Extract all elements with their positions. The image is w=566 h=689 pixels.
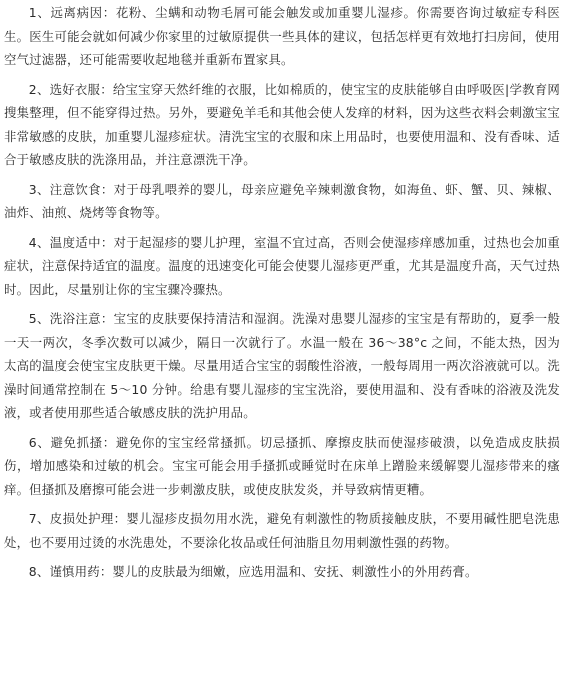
paragraph-lesion-care: 7、皮损处护理：婴儿湿疹皮损勿用水洗，避免有刺激性的物质接触皮肤，不要用碱性肥皂洗患处，也不要用过烫的水洗患处，不要涂化妆品或任何油脂且勿用刺激性强的药物。	[4, 511, 560, 550]
paragraph-choose-clothing: 2、选好衣服：给宝宝穿天然纤维的衣服，比如棉质的，使宝宝的皮肤能够自由呼吸医|学教育网搜集整理，但不能穿得过热。另外，要避免羊毛和其他会使人发痒的材料，因为这些衣料会刺激宝宝非常敏感的皮肤，加重婴儿湿疹症状。清洗宝宝的衣服和床上用品时，也要使用温和、没有香味、适合于敏感皮肤的洗涤用品，并注意漂洗干净。	[4, 81, 560, 167]
paragraph-avoid-scratching: 6、避免抓搔：避免你的宝宝经常搔抓。切忌搔抓、摩擦皮肤而使湿疹破溃，以免造成皮肤损伤，增加感染和过敏的机会。宝宝可能会用手搔抓或睡觉时在床单上蹭脸来缓解婴儿湿疹带来的瘙痒。但搔抓及磨擦可能会进一步刺激皮肤，或使皮肤发炎，并导致病情更糟。	[4, 434, 560, 497]
paragraph-temperature: 4、温度适中：对于起湿疹的婴儿护理，室温不宜过高，否则会使湿疹痒感加重，过热也会加重症状，注意保持适宜的温度。温度的迅速变化可能会使婴儿湿疹更严重，尤其是温度升高，天气过热时。因此，尽量别让你的宝宝骤冷骤热。	[4, 234, 560, 297]
paragraph-remove-allergens: 1、远离病因：花粉、尘螨和动物毛屑可能会触发或加重婴儿湿疹。你需要咨询过敏症专科医生。医生可能会就如何减少你家里的过敏原提供一些具体的建议，包括怎样更有效地打扫房间，使用空气过滤器，还可能需要收起地毯并重新布置家具。	[4, 5, 560, 67]
article-body	[4, 0, 560, 584]
paragraph-bathing: 5、洗浴注意：宝宝的皮肤要保持清洁和湿润。洗澡对患婴儿湿疹的宝宝是有帮助的，夏季一般一天一两次，冬季次数可以减少，隔日一次就行了。水温一般在 36～38°c 之间，不能太热，因为太高的温度会使宝宝皮肤更干燥。尽量用适合宝宝的弱酸性浴液，一般每周用一两次浴液就可以。洗澡时间通常控制在 5～10 分钟。给患有婴儿湿疹的宝宝洗浴，要使用温和、没有香味的浴液及洗发液，或者使用那些适合敏感皮肤的洗护用品。	[4, 311, 560, 420]
paragraph-medication: 8、谨慎用药：婴儿的皮肤最为细嫩，应选用温和、安抚、刺激性小的外用药膏。	[28, 564, 478, 579]
paragraph-diet: 3、注意饮食：对于母乳喂养的婴儿，母亲应避免辛辣刺激食物，如海鱼、虾、蟹、贝、辣椒、油炸、油煎、烧烤等食物等。	[4, 181, 560, 220]
